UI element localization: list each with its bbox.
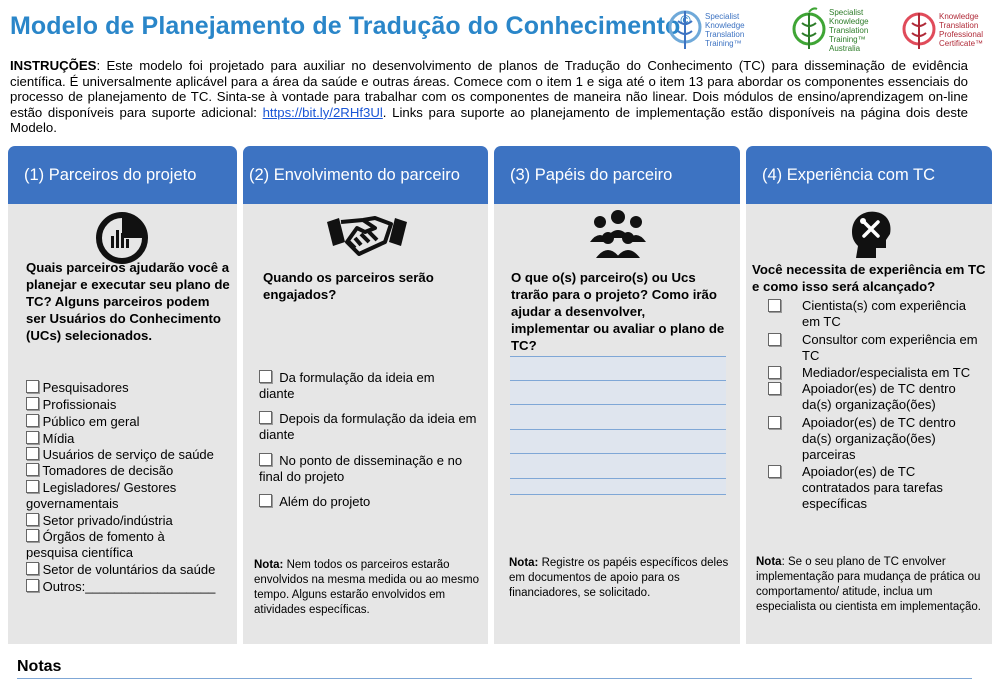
column-header: (2) Envolvimento do parceiro [243,146,488,204]
checkbox[interactable] [768,366,781,379]
pie-chart-icon [94,212,150,264]
handshake-icon [325,212,409,258]
checkbox-option[interactable]: No ponto de disseminação e no final do projeto [259,453,463,484]
checkbox[interactable] [26,513,39,526]
head-tools-icon [846,208,894,260]
checkbox[interactable] [26,529,39,542]
checkbox[interactable] [26,579,39,592]
question: Quando os parceiros serão engajados? [263,270,434,302]
checkbox-option[interactable]: Mídia [26,431,74,447]
checkbox[interactable] [26,414,39,427]
checkbox[interactable] [26,463,39,476]
checkbox[interactable] [26,480,39,493]
checkbox[interactable] [259,494,272,507]
checkbox-option[interactable]: Setor de voluntários da saúde [26,562,215,578]
checkbox[interactable] [259,453,272,466]
checkbox-option[interactable]: Cientista(s) com experiência em TC [768,298,980,330]
checkbox[interactable] [768,465,781,478]
checkbox-option[interactable]: Além do projeto [259,494,370,510]
checkbox[interactable] [26,380,39,393]
support-link[interactable]: https://bit.ly/2RHf3Ul [262,104,383,120]
checkbox[interactable] [26,431,39,444]
checkbox-option[interactable]: Profissionais [26,397,116,413]
instructions: INSTRUÇÕES: Este modelo foi projetado para auxiliar no desenvolvimento de planos de Tradução do Conhecimento (TC) para disseminação de evidência científica. É universalmente aplicável para a área da saúde e outras áreas. Comece com o item 1 e siga até o item 13 para abordar os componentes essenciais do processo de planejamento de TC. Sinta-se à vontade para trabalhar com os componentes de maneira não linear. Dois módulos de ensino/aprendizagem on-line estão disponíveis para suporte adicional: https://bit.ly/2RHf3Ul. Links para suporte ao planejamento de implementação estão disponíveis na página dois deste Modelo. [10,58,968,136]
question: Você necessita de experiência em TC e como isso será alcançado? [752,262,986,294]
question: O que o(s) parceiro(s) ou Ucs trarão para o projeto? Como irão ajudar a desenvolver, implementar ou avaliar o plano de TC? [511,270,725,353]
question: Quais parceiros ajudarão você a planejar e executar seu plano de TC? Alguns parceiros podem ser Usuários do Conhecimento (UCs) selecionados. [26,260,230,343]
logo-skt-australia: Specialist Knowledge Translation Training™ Australia [792,4,879,56]
checkbox-option[interactable]: Legisladores/ Gestores governamentais [26,480,177,511]
checkbox[interactable] [26,562,39,575]
checkbox-option[interactable]: Outros:__________________ [26,579,215,595]
checkbox[interactable] [768,333,781,346]
checkbox[interactable] [768,416,781,429]
checkbox-option[interactable]: Apoiador(es) de TC dentro da(s) organização(ões) parceiras [768,415,980,463]
logo-ktpc: Knowledge Translation Professional Certificate™ [902,4,991,56]
checkbox-option[interactable]: Tomadores de decisão [26,463,173,479]
checkbox-option[interactable]: Órgãos de fomento à pesquisa científica [26,529,165,560]
column-header: (4) Experiência com TC [746,146,992,204]
checkbox-option[interactable]: Apoiador(es) de TC contratados para tarefas específicas [768,464,980,512]
note: Nota: Nem todos os parceiros estarão envolvidos na mesma medida ou ao mesmo tempo. Alguns estarão envolvidos em atividades específicas. [254,559,480,616]
column-kt-experience [746,146,992,644]
note: Nota: Se o seu plano de TC envolver implementação para mudança de prática ou comportamento/ atitude, inclua um especialista ou cientista em implementação. [756,556,982,613]
checkbox[interactable] [259,411,272,424]
notes-line[interactable] [17,678,972,679]
checkbox[interactable] [768,299,781,312]
column-partner-engagement [243,146,488,644]
group-icon [588,208,648,260]
caduceus-icon [668,7,702,53]
checkbox-option[interactable]: Público em geral [26,414,139,430]
column-partner-roles [494,146,740,644]
checkbox-option[interactable]: Setor privado/indústria [26,513,173,529]
checkbox[interactable] [26,447,39,460]
answer-area[interactable] [510,356,726,494]
apple-caduceus-icon [792,7,826,53]
checkbox-option[interactable]: Pesquisadores [26,380,129,396]
checkbox-option[interactable]: Usuários de serviço de saúde [26,447,214,463]
apple-caduceus-icon [902,7,936,53]
checkbox-option[interactable]: Apoiador(es) de TC dentro da(s) organização(ões) [768,381,980,413]
checkbox-option[interactable]: Da formulação da ideia em diante [259,370,435,401]
column-header: (1) Parceiros do projeto [8,146,237,204]
notes-heading: Notas [17,658,62,675]
page-title: Modelo de Planejamento de Tradução do Conhecimento© [10,12,691,40]
checkbox-option[interactable]: Mediador/especialista em TC [768,365,998,381]
checkbox-option[interactable]: Consultor com experiência em TC [768,332,980,364]
checkbox[interactable] [26,397,39,410]
checkbox[interactable] [768,382,781,395]
column-project-partners [8,146,237,644]
checkbox-option[interactable]: Depois da formulação da ideia em diante [259,411,477,442]
note: Nota: Registre os papéis específicos deles em documentos de apoio para os financiadores, se solicitado. [509,557,729,599]
checkbox[interactable] [259,370,272,383]
column-header: (3) Papéis do parceiro [494,146,740,204]
logo-skt: Specialist Knowledge Translation Training™ [668,4,755,56]
